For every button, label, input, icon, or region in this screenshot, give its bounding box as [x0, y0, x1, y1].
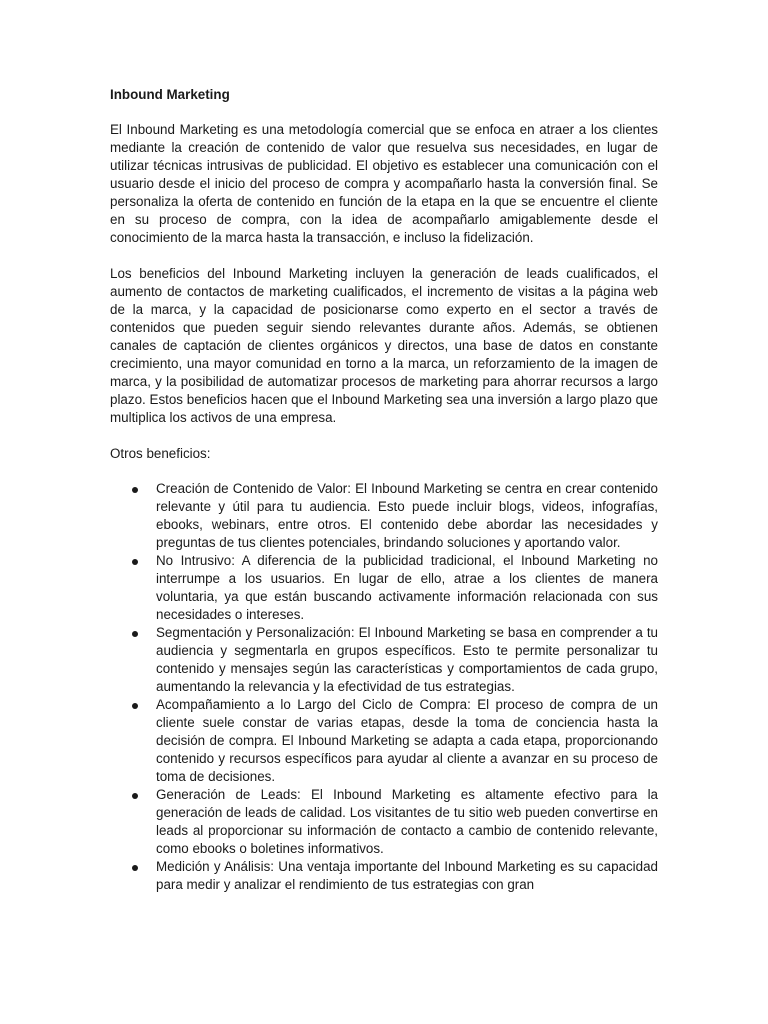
list-item-text: Creación de Contenido de Valor: El Inbound Marketing se centra en crear contenido relevante y útil para tu audiencia. Esto puede incluir blogs, videos, infografías, ebooks, webinars, entre otros. El contenido debe abordar las necesidades y preguntas de tus clientes potenciales, brindando soluciones y aportando valor.: [156, 481, 658, 550]
list-item-text: Acompañamiento a lo Largo del Ciclo de Compra: El proceso de compra de un cliente suele constar de varias etapas, desde la toma de conciencia hasta la decisión de compra. El Inbound Marketing se adapta a cada etapa, proporcionando contenido y recursos específicos para ayudar al cliente a avanzar en su proceso de toma de decisiones.: [156, 697, 658, 784]
list-item-text: Segmentación y Personalización: El Inbound Marketing se basa en comprender a tu audiencia y segmentarla en grupos específicos. Esto te permite personalizar tu contenido y mensajes según las características y comportamientos de cada grupo, aumentando la relevancia y la efectividad de tus estrategias.: [156, 625, 658, 694]
other-benefits-heading: Otros beneficios:: [110, 446, 211, 461]
list-item: [110, 480, 658, 552]
document-title: Inbound Marketing: [110, 87, 230, 102]
bullet-icon: [132, 865, 138, 871]
list-item-text: Generación de Leads: El Inbound Marketing es altamente efectivo para la generación de leads de calidad. Los visitantes de tu sitio web pueden convertirse en leads al proporcionar su información de contacto a cambio de contenido relevante, como ebooks o boletines informativos.: [156, 787, 658, 856]
bullet-icon: [132, 631, 138, 637]
list-item: [110, 858, 658, 894]
list-item-text: Medición y Análisis: Una ventaja importante del Inbound Marketing es su capacidad para medir y analizar el rendimiento de tus estrategias con gran: [156, 859, 658, 892]
bullet-icon: [132, 793, 138, 799]
benefits-list: [110, 480, 658, 894]
list-item: [110, 696, 658, 786]
benefits-paragraph: Los beneficios del Inbound Marketing incluyen la generación de leads cualificados, el aumento de contactos de marketing cualificados, el incremento de visitas a la página web de la marca, y la capacidad de posicionarse como experto en el sector a través de contenidos que pueden seguir siendo relevantes durante años. Además, se obtienen canales de captación de clientes orgánicos y directos, una base de datos en constante crecimiento, una mayor comunidad en torno a la marca, un reforzamiento de la imagen de marca, y la posibilidad de automatizar procesos de marketing para ahorrar recursos a largo plazo. Estos beneficios hacen que el Inbound Marketing sea una inversión a largo plazo que multiplica los activos de una empresa.: [110, 266, 658, 425]
intro-paragraph: El Inbound Marketing es una metodología comercial que se enfoca en atraer a los clientes mediante la creación de contenido de valor que resuelva sus necesidades, en lugar de utilizar técnicas intrusivas de publicidad. El objetivo es establecer una comunicación con el usuario desde el inicio del proceso de compra y acompañarlo hasta la conversión final. Se personaliza la oferta de contenido en función de la etapa en la que se encuentre el cliente en su proceso de compra, con la idea de acompañarlo amigablemente desde el conocimiento de la marca hasta la transacción, e incluso la fidelización.: [110, 122, 658, 245]
bullet-icon: [132, 487, 138, 493]
document-page: [110, 86, 658, 894]
list-item: [110, 624, 658, 696]
bullet-icon: [132, 559, 138, 565]
list-item: [110, 786, 658, 858]
bullet-icon: [132, 703, 138, 709]
list-item-text: No Intrusivo: A diferencia de la publicidad tradicional, el Inbound Marketing no interrumpe a los usuarios. En lugar de ello, atrae a los clientes de manera voluntaria, ya que están buscando activamente información relacionada con sus necesidades o intereses.: [156, 553, 658, 622]
list-item: [110, 552, 658, 624]
